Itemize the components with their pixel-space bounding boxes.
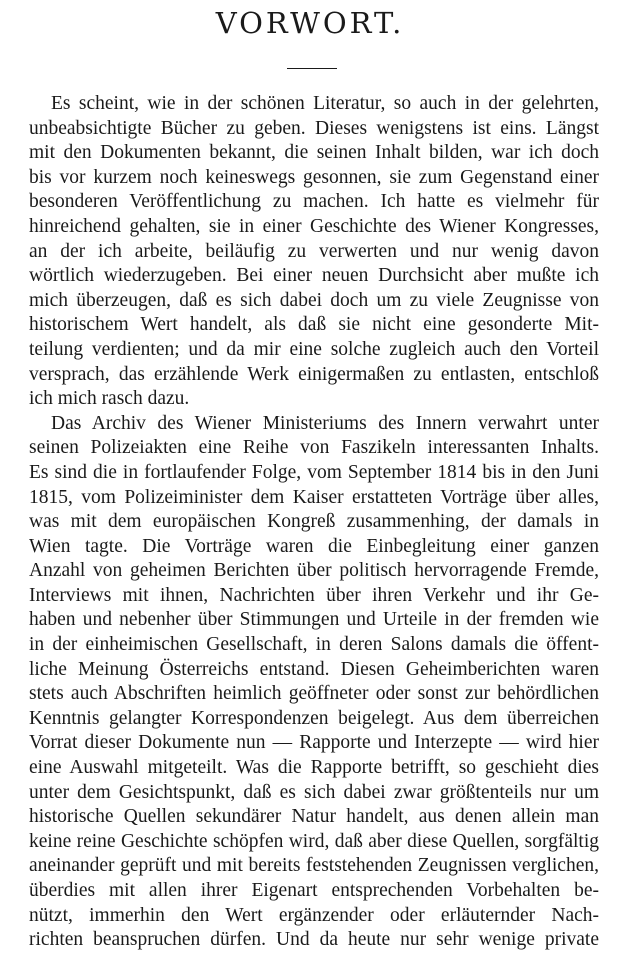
text-line: besonderen Veröffentlichung zu machen. Ich hatte es vielmehr für: [29, 191, 599, 213]
text-line: Interviews mit ihnen, Nachrichten über ihren Verkehr und ihr Ge-: [29, 584, 599, 606]
text-line: Das Archiv des Wiener Ministeriums des Innern verwahrt unter: [51, 412, 599, 434]
title-divider: [287, 68, 337, 69]
page-title: VORWORT.: [215, 6, 405, 40]
text-line: versprach, das erzählende Werk einigermaßen zu entlasten, entschloß: [29, 363, 599, 385]
paragraph-1: [29, 92, 599, 412]
text-line: Wien tagte. Die Vorträge waren die Einbegleitung einer ganzen: [29, 535, 599, 557]
text-line: richten beanspruchen dürfen. Und da heute nur sehr wenige private: [29, 929, 599, 951]
text-line: ich mich rasch dazu.: [29, 388, 190, 410]
body-text: [29, 92, 599, 953]
text-line: an der ich arbeite, beiläufig zu verwerten und nur wenig davon: [29, 240, 599, 262]
text-line: in der einheimischen Gesellschaft, in deren Salons damals die öffent-: [29, 634, 599, 656]
text-line: Anzahl von geheimen Berichten über politisch hervorragende Fremde,: [29, 560, 599, 582]
text-line: teilung verdienten; und da mir eine solche zugleich auch den Vorteil: [29, 338, 599, 360]
paragraph-2: [29, 412, 599, 953]
text-line: mich überzeugen, daß es sich dabei doch um zu viele Zeugnisse von: [29, 289, 599, 311]
text-line: stets auch Abschriften heimlich geöffneter oder sonst zur behördlichen: [29, 683, 599, 705]
text-line: überdies mit allen ihrer Eigenart entsprechenden Vorbehalten be-: [29, 880, 599, 901]
text-line: Kenntnis gelangter Korrespondenzen beigelegt. Aus dem überreichen: [29, 707, 599, 729]
text-line: mit den Dokumenten bekannt, die seinen Inhalt bilden, war ich doch: [29, 142, 599, 164]
text-line: haben und nebenher über Stimmungen und Urteile in der fremden wie: [29, 609, 599, 631]
text-line: nützt, immerhin den Wert ergänzender oder erläuternder Nach-: [29, 904, 599, 926]
text-line: keine reine Geschichte schöpfen wird, daß aber diese Quellen, sorgfältig: [29, 830, 599, 852]
text-line: Es scheint, wie in der schönen Literatur, so auch in der gelehrten,: [51, 93, 599, 114]
text-line: historischem Wert handelt, als daß sie nicht eine gesonderte Mit-: [29, 314, 599, 336]
text-line: liche Meinung Österreichs entstand. Diesen Geheimberichten waren: [29, 658, 599, 680]
text-line: unbeabsichtigte Bücher zu geben. Dieses wenigstens ist eins. Längst: [29, 117, 599, 139]
text-line: unter dem Gesichtspunkt, daß es sich dabei zwar größtenteils nur um: [29, 781, 599, 803]
text-line: seinen Polizeiakten eine Reihe von Faszikeln interessanten Inhalts.: [29, 437, 599, 459]
text-line: wörtlich wiederzugeben. Bei einer neuen Durchsicht aber mußte ich: [29, 265, 599, 287]
text-line: eine Auswahl mitgeteilt. Was die Rapporte betrifft, so geschieht dies: [29, 757, 599, 779]
text-line: Es sind die in fortlaufender Folge, vom September 1814 bis in den Juni: [29, 461, 599, 483]
text-line: bis vor kurzem noch keineswegs gesonnen, sie zum Gegenstand einer: [29, 166, 599, 188]
text-line: aneinander geprüft und mit bereits feststehenden Zeugnissen verglichen,: [29, 855, 599, 877]
text-line: was mit dem europäischen Kongreß zusammenhing, der damals in: [29, 511, 599, 533]
text-line: hinreichend gehalten, sie in einer Geschichte des Wiener Kongresses,: [29, 215, 599, 237]
text-line: Vorrat dieser Dokumente nun — Rapporte und Interzepte — wird hier: [29, 732, 599, 754]
text-line: historische Quellen sekundärer Natur handelt, aus denen allein man: [29, 806, 599, 828]
text-line: 1815, vom Polizeiminister dem Kaiser erstatteten Vorträge über alles,: [29, 486, 599, 508]
